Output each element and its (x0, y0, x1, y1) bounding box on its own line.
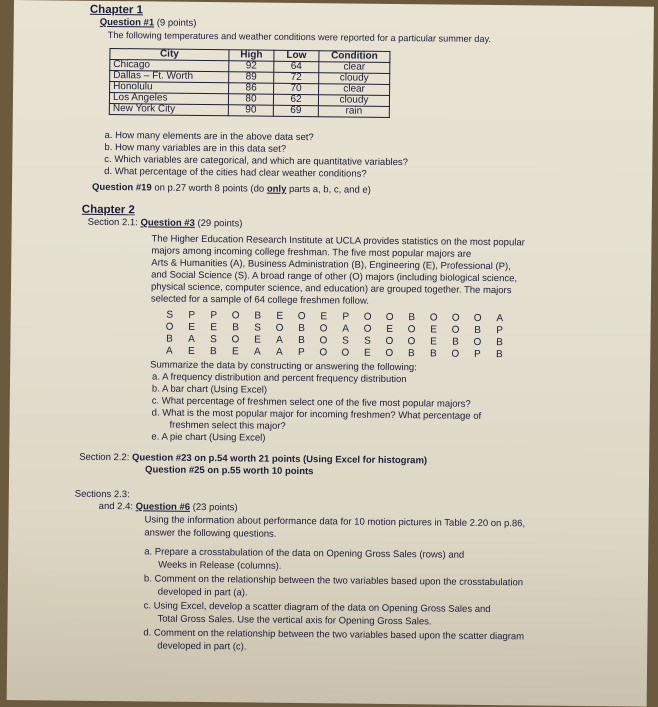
s21-part-a: a. A frequency distribution and percent frequency distribution (152, 371, 407, 386)
major-letter: S (166, 309, 174, 321)
s24-points: (23 points) (189, 501, 238, 514)
s24-pre: and 2.4: (98, 500, 136, 513)
major-letter: S (342, 335, 349, 347)
q1-label: Question #1 (99, 16, 155, 29)
s21-paragraph-line: selected for a sample of 64 college freshmen follow. (150, 293, 370, 307)
col-high: High (229, 50, 274, 61)
major-letter: O (385, 311, 394, 323)
cell-high: 80 (228, 94, 273, 105)
s22-pre: Section 2.2: (79, 451, 133, 464)
s21-part-d-cont: freshmen select this major? (169, 419, 286, 432)
q1-points: (9 points) (156, 17, 197, 29)
major-letter: O (297, 310, 306, 323)
summarize-line: Summarize the data by constructing or answering the following: (150, 359, 417, 374)
cell-condition: cloudy (319, 73, 390, 85)
s24-part-d: d. Comment on the relationship between the two variables based upon the scatter diagram (143, 627, 525, 643)
major-letter: O (451, 348, 460, 360)
q19-label: Question #19 (91, 181, 152, 194)
major-letter: B (452, 336, 459, 348)
major-letter: E (320, 311, 328, 323)
major-letter: E (254, 334, 261, 346)
major-letter: O (429, 312, 438, 324)
major-letter: O (363, 323, 372, 335)
s24-line (99, 501, 238, 514)
major-letter: P (297, 346, 305, 359)
s23-label: Sections 2.3: (74, 488, 130, 501)
cell-city: Honolulu (110, 82, 229, 94)
s21-paragraph-line: The Higher Education Research Institute at UCLA provides statistics on the most popular (151, 233, 525, 249)
q1-line (100, 17, 197, 30)
major-letter: B (408, 312, 416, 324)
cell-city: Los Angeles (109, 93, 228, 105)
major-letter: A (275, 346, 283, 358)
cell-high: 86 (229, 83, 274, 94)
major-letter: A (276, 334, 283, 346)
cell-city: Chicago (110, 60, 229, 72)
s22-q23: Question #23 on p.54 worth 21 points (Using Excel for histogram) (131, 452, 428, 467)
chapter2-heading: Chapter 2 (81, 203, 135, 217)
major-letter: O (385, 335, 394, 347)
major-letter: P (342, 311, 350, 323)
major-letter: O (341, 347, 350, 359)
major-letter: B (496, 337, 503, 349)
major-letter: A (496, 313, 504, 325)
major-letter: E (386, 323, 393, 335)
major-letter: B (495, 349, 503, 361)
q1-part-c: c. Which variables are categorical, and which are quantitative variables? (104, 153, 409, 169)
major-letter: P (496, 325, 503, 337)
major-letter: E (430, 324, 437, 336)
col-low: Low (274, 50, 319, 61)
major-letter: S (254, 322, 261, 334)
q19-post: parts a, b, c, and e) (286, 183, 371, 196)
cell-high: 89 (229, 72, 274, 83)
major-letter: O (275, 322, 284, 334)
s24-part-a: a. Prepare a crosstabulation of the data on Opening Gross Sales (rows) and (144, 546, 465, 561)
q1-intro: The following temperatures and weather conditions were reported for a particular summer day. (107, 29, 492, 44)
major-letter: E (276, 310, 284, 322)
major-letter: B (407, 348, 415, 360)
q19-line (92, 182, 371, 197)
major-letter: B (232, 322, 239, 334)
s21-paragraph-line: physical science, computer science, and education) are grouped together. The majors (150, 281, 512, 297)
s24-intro-line: answer the following questions. (144, 527, 277, 540)
major-letter: P (473, 348, 481, 360)
chapter1-heading: Chapter 1 (89, 3, 144, 17)
weather-table (109, 48, 391, 118)
s24-question: Question #6 (135, 501, 191, 513)
major-letter: B (429, 348, 437, 360)
s21-paragraph-line: and Social Science (S). A broad range of other (O) majors (including biological science, (151, 269, 518, 285)
cell-low: 70 (274, 83, 319, 94)
major-letter: O (165, 321, 174, 333)
s21-part-b: b. A bar chart (Using Excel) (151, 383, 268, 396)
major-letter: E (187, 345, 195, 357)
major-letter: B (209, 346, 217, 358)
major-letter: E (363, 347, 371, 359)
major-letter: S (364, 335, 371, 347)
cell-low: 72 (274, 72, 319, 83)
major-letter: A (342, 323, 349, 335)
s24-part-d-cont: developed in part (c). (157, 640, 247, 653)
col-city: City (110, 49, 229, 61)
major-letter: P (210, 310, 218, 322)
majors-data-grid (158, 310, 510, 362)
q1-part-d: d. What percentage of the cities had clear weather conditions? (104, 165, 367, 180)
s24-intro-line: Using the information about performance data for 10 motion pictures in Table 2.20 on p.86, (144, 514, 526, 530)
cell-city: New York City (109, 104, 228, 116)
s21-pre: Section 2.1: (87, 216, 141, 229)
s24-part-b-cont: developed in part (a). (157, 586, 248, 599)
major-letter: O (385, 347, 394, 359)
major-letter: O (363, 311, 372, 323)
cell-city: Dallas – Ft. Worth (110, 71, 229, 83)
col-condition: Condition (319, 51, 390, 63)
major-letter: O (319, 347, 328, 359)
major-letter: O (231, 334, 240, 346)
major-letter: O (473, 312, 482, 324)
major-letter: E (430, 336, 437, 348)
table-row (109, 104, 389, 118)
major-letter: O (319, 323, 328, 335)
major-letter: O (407, 336, 416, 348)
cell-low: 62 (273, 94, 318, 105)
cell-condition: clear (319, 84, 390, 96)
major-letter: A (188, 333, 195, 345)
s21-part-e: e. A pie chart (Using Excel) (151, 431, 266, 444)
major-letter: B (298, 334, 305, 347)
s21-line (88, 217, 243, 231)
cell-condition: cloudy (318, 95, 389, 107)
cell-condition: clear (319, 62, 390, 74)
major-letter: O (231, 310, 240, 322)
major-letter: B (298, 322, 305, 335)
s21-part-c: c. What percentage of freshmen select one of the five most popular majors? (151, 395, 471, 410)
q1-part-a: a. How many elements are in the above data set? (104, 129, 314, 144)
major-letter: B (254, 310, 262, 322)
cell-low: 64 (274, 61, 319, 72)
s24-part-b: b. Comment on the relationship between the two variables based upon the crosstabulation (143, 573, 524, 589)
cell-condition: rain (318, 106, 389, 118)
major-letter: E (231, 346, 239, 358)
q19-pre: on p.27 worth 8 points (do (151, 182, 267, 195)
s24-part-c: c. Using Excel, develop a scatter diagram of the data on Opening Gross Sales and (143, 600, 491, 616)
s21-paragraph-line: Arts & Humanities (A), Business Administration (B), Engineering (E), Professional (P), (151, 257, 511, 273)
major-letter: B (474, 324, 481, 336)
major-letter: P (188, 309, 196, 321)
major-letter: E (188, 321, 195, 333)
major-letter: S (210, 334, 217, 346)
s21-question: Question #3 (140, 217, 195, 229)
s24-part-a-cont: Weeks in Release (columns). (158, 559, 282, 572)
s22-q25: Question #25 on p.55 worth 10 points (145, 464, 314, 478)
major-letter: O (473, 336, 482, 348)
major-letter: O (451, 312, 460, 324)
s21-points: (29 points) (194, 217, 243, 230)
q1-part-b: b. How many variables are in this data set? (104, 141, 287, 155)
major-letter: B (166, 333, 173, 345)
cell-high: 92 (229, 61, 274, 72)
major-letter: O (451, 324, 460, 336)
major-letter: O (319, 335, 328, 347)
major-letter: A (165, 345, 173, 357)
cell-high: 90 (228, 105, 273, 116)
s21-paragraph-line: majors among incoming college freshman. The five most popular majors are (151, 245, 472, 260)
s24-part-c-cont: Total Gross Sales. Use the vertical axis for Opening Gross Sales. (157, 613, 432, 628)
cell-low: 69 (273, 105, 318, 116)
s21-part-d: d. What is the most popular major for incoming freshmen? What percentage of (151, 407, 482, 422)
document-page (7, 0, 654, 707)
q19-only: only (266, 183, 287, 195)
major-letter: O (407, 324, 416, 336)
major-letter: A (253, 346, 261, 358)
major-letter: E (210, 322, 217, 334)
